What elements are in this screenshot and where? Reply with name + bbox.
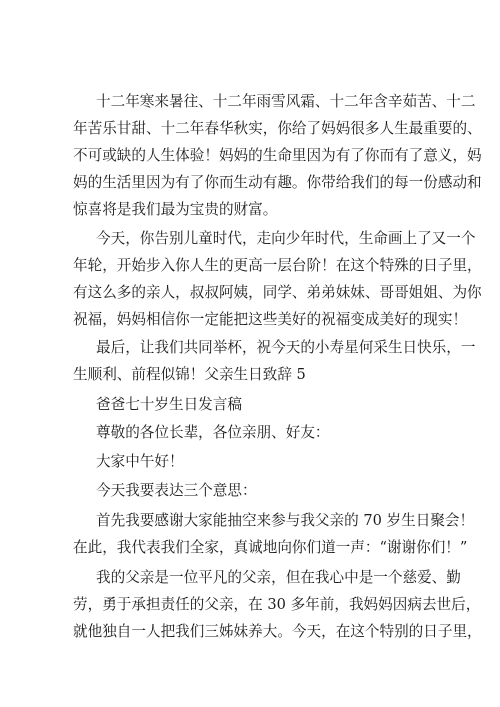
- text-line: 不可或缺的人生体验！妈妈的生命里因为有了你而有了意义，妈: [73, 147, 482, 164]
- text-line: 祝福，妈妈相信你一定能把这些美好的祝福变成美好的现实！: [73, 311, 468, 328]
- text-line: 我的父亲是一位平凡的父亲，但在我心中是一个慈爱、勤: [96, 569, 461, 586]
- text-line: 劳，勇于承担责任的父亲，在 30 多年前，我妈妈因病去世后，: [73, 596, 481, 613]
- text-line: 首先我要感谢大家能抽空来参与我父亲的 70 岁生日聚会！: [96, 512, 475, 529]
- text-line: 大家中午好！: [96, 453, 184, 470]
- text-line: 有这么多的亲人，叔叔阿姨，同学、弟弟妹妹、哥哥姐姐、为你: [73, 284, 482, 301]
- text-line: 年轮，开始步入你人生的更高一层台阶！在这个特殊的日子里，: [73, 257, 482, 274]
- text-line: 最后，让我们共同举杯，祝今天的小寿星何采生日快乐，一: [96, 339, 476, 356]
- text-line: 就他独自一人把我们三姊妹养大。今天，在这个特别的日子里，: [73, 623, 482, 640]
- salutation: 尊敬的各位长辈，各位亲朋、好友：: [96, 424, 330, 441]
- text-line: 生顺利、前程似锦！父亲生日致辞 5: [73, 366, 306, 383]
- text-line: 年苦乐甘甜、十二年春华秋实，你给了妈妈很多人生最重要的、: [73, 120, 482, 137]
- text-line: 今天我要表达三个意思：: [96, 482, 257, 499]
- text-line: 惊喜将是我们最为宝贵的财富。: [73, 201, 278, 218]
- text-line: 今天，你告别儿童时代，走向少年时代，生命画上了又一个: [96, 230, 476, 247]
- text-line: 在此，我代表我们全家，真诚地向你们道一声：“谢谢你们！”: [73, 539, 468, 556]
- text-line: 十二年寒来暑往、十二年雨雪风霜、十二年含辛茹苦、十二: [96, 93, 476, 110]
- section-heading: 爸爸七十岁生日发言稿: [96, 396, 242, 413]
- text-line: 妈的生活里因为有了你而生动有趣。你带给我们的每一份感动和: [73, 174, 482, 191]
